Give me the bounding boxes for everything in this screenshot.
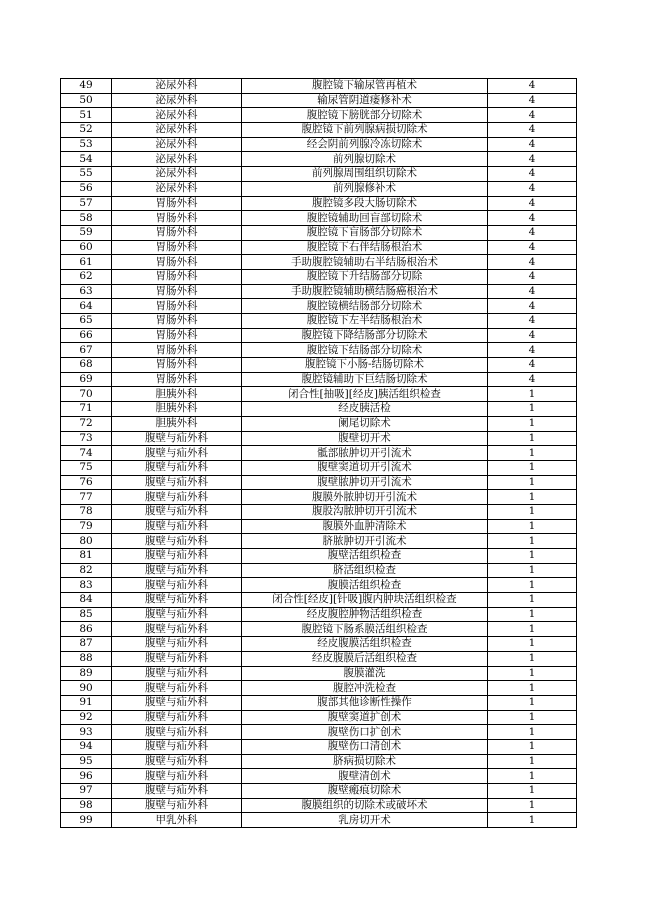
table-row (61, 490, 577, 505)
level-cell: 1 (488, 431, 577, 446)
level-cell: 4 (488, 93, 577, 108)
department-cell: 腹壁与疝外科 (112, 578, 242, 593)
table-row (61, 343, 577, 358)
row-number-cell: 70 (61, 387, 112, 402)
procedure-name-cell: 腹腔镜下盲肠部分切除术 (242, 225, 488, 240)
row-number-cell: 53 (61, 137, 112, 152)
procedure-name-cell: 腹膜组织的切除术或破坏术 (242, 798, 488, 813)
level-cell: 4 (488, 343, 577, 358)
level-cell: 4 (488, 108, 577, 123)
department-cell: 甲乳外科 (112, 813, 242, 828)
table-row (61, 607, 577, 622)
row-number-cell: 60 (61, 240, 112, 255)
row-number-cell: 77 (61, 490, 112, 505)
level-cell: 4 (488, 137, 577, 152)
level-cell: 4 (488, 211, 577, 226)
level-cell: 1 (488, 695, 577, 710)
row-number-cell: 58 (61, 211, 112, 226)
row-number-cell: 79 (61, 519, 112, 534)
level-cell: 4 (488, 79, 577, 94)
row-number-cell: 50 (61, 93, 112, 108)
department-cell: 腹壁与疝外科 (112, 798, 242, 813)
procedure-name-cell: 腹壁窦道扩创术 (242, 710, 488, 725)
row-number-cell: 81 (61, 549, 112, 564)
department-cell: 腹壁与疝外科 (112, 607, 242, 622)
department-cell: 胃肠外科 (112, 196, 242, 211)
row-number-cell: 84 (61, 593, 112, 608)
table-row (61, 269, 577, 284)
table-row (61, 563, 577, 578)
procedure-name-cell: 脐活组织检查 (242, 563, 488, 578)
row-number-cell: 88 (61, 651, 112, 666)
procedure-name-cell: 腹腔镜多段大肠切除术 (242, 196, 488, 211)
table-row (61, 637, 577, 652)
table-row (61, 695, 577, 710)
row-number-cell: 65 (61, 314, 112, 329)
level-cell: 1 (488, 666, 577, 681)
procedure-name-cell: 腹膜外脓肿切开引流术 (242, 490, 488, 505)
row-number-cell: 67 (61, 343, 112, 358)
level-cell: 1 (488, 754, 577, 769)
procedure-name-cell: 经皮腹腔肿物活组织检查 (242, 607, 488, 622)
table-row (61, 813, 577, 828)
level-cell: 1 (488, 416, 577, 431)
table-row (61, 504, 577, 519)
row-number-cell: 59 (61, 225, 112, 240)
department-cell: 泌尿外科 (112, 137, 242, 152)
department-cell: 腹壁与疝外科 (112, 725, 242, 740)
level-cell: 1 (488, 519, 577, 534)
table-body (61, 79, 577, 828)
table-row (61, 181, 577, 196)
level-cell: 4 (488, 123, 577, 138)
department-cell: 腹壁与疝外科 (112, 666, 242, 681)
procedure-name-cell: 前列腺修补术 (242, 181, 488, 196)
department-cell: 泌尿外科 (112, 123, 242, 138)
table-row (61, 402, 577, 417)
table-row (61, 593, 577, 608)
level-cell: 1 (488, 460, 577, 475)
procedure-name-cell: 腹壁脓肿切开引流术 (242, 475, 488, 490)
level-cell: 1 (488, 563, 577, 578)
row-number-cell: 86 (61, 622, 112, 637)
department-cell: 腹壁与疝外科 (112, 534, 242, 549)
procedure-name-cell: 腹腔镜辅助回盲部切除术 (242, 211, 488, 226)
level-cell: 4 (488, 299, 577, 314)
level-cell: 4 (488, 152, 577, 167)
row-number-cell: 78 (61, 504, 112, 519)
procedure-name-cell: 腹腔镜下肠系膜活组织检查 (242, 622, 488, 637)
table-row (61, 79, 577, 94)
level-cell: 1 (488, 578, 577, 593)
procedure-name-cell: 腹膜活组织检查 (242, 578, 488, 593)
department-cell: 胃肠外科 (112, 240, 242, 255)
table-row (61, 769, 577, 784)
table-row (61, 299, 577, 314)
procedure-name-cell: 前列腺切除术 (242, 152, 488, 167)
department-cell: 胆胰外科 (112, 416, 242, 431)
level-cell: 1 (488, 710, 577, 725)
level-cell: 4 (488, 328, 577, 343)
table-row (61, 651, 577, 666)
level-cell: 4 (488, 167, 577, 182)
row-number-cell: 73 (61, 431, 112, 446)
row-number-cell: 76 (61, 475, 112, 490)
department-cell: 泌尿外科 (112, 108, 242, 123)
procedure-name-cell: 腹腔镜横结肠部分切除术 (242, 299, 488, 314)
procedure-name-cell: 闭合性[抽吸][经皮]胰活组织检查 (242, 387, 488, 402)
procedure-name-cell: 腹腔镜下膀胱部分切除术 (242, 108, 488, 123)
table-row (61, 372, 577, 387)
department-cell: 腹壁与疝外科 (112, 490, 242, 505)
level-cell: 4 (488, 181, 577, 196)
level-cell: 1 (488, 784, 577, 799)
department-cell: 胃肠外科 (112, 211, 242, 226)
department-cell: 腹壁与疝外科 (112, 784, 242, 799)
procedure-name-cell: 腹股沟脓肿切开引流术 (242, 504, 488, 519)
table-row (61, 784, 577, 799)
row-number-cell: 57 (61, 196, 112, 211)
table-row (61, 137, 577, 152)
table-row (61, 446, 577, 461)
row-number-cell: 54 (61, 152, 112, 167)
procedure-name-cell: 腹壁活组织检查 (242, 549, 488, 564)
table-row (61, 798, 577, 813)
procedure-table (60, 78, 577, 828)
level-cell: 1 (488, 681, 577, 696)
department-cell: 腹壁与疝外科 (112, 460, 242, 475)
row-number-cell: 71 (61, 402, 112, 417)
table-row (61, 622, 577, 637)
row-number-cell: 98 (61, 798, 112, 813)
department-cell: 胃肠外科 (112, 372, 242, 387)
procedure-name-cell: 腹腔镜下小肠-结肠切除术 (242, 358, 488, 373)
department-cell: 腹壁与疝外科 (112, 519, 242, 534)
row-number-cell: 72 (61, 416, 112, 431)
procedure-name-cell: 腹腔镜辅助下巨结肠切除术 (242, 372, 488, 387)
department-cell: 腹壁与疝外科 (112, 504, 242, 519)
level-cell: 1 (488, 637, 577, 652)
table-row (61, 387, 577, 402)
department-cell: 腹壁与疝外科 (112, 739, 242, 754)
row-number-cell: 82 (61, 563, 112, 578)
table-row (61, 358, 577, 373)
procedure-name-cell: 阑尾切除术 (242, 416, 488, 431)
level-cell: 4 (488, 269, 577, 284)
procedure-name-cell: 腹腔镜下降结肠部分切除术 (242, 328, 488, 343)
level-cell: 4 (488, 314, 577, 329)
procedure-name-cell: 腹腔冲洗检查 (242, 681, 488, 696)
procedure-name-cell: 腹壁窦道切开引流术 (242, 460, 488, 475)
procedure-name-cell: 经会阴前列腺冷冻切除术 (242, 137, 488, 152)
procedure-name-cell: 腹膜外血肿清除术 (242, 519, 488, 534)
procedure-name-cell: 腹壁伤口扩创术 (242, 725, 488, 740)
level-cell: 1 (488, 475, 577, 490)
procedure-name-cell: 腹部其他诊断性操作 (242, 695, 488, 710)
row-number-cell: 51 (61, 108, 112, 123)
department-cell: 胃肠外科 (112, 299, 242, 314)
table-row (61, 519, 577, 534)
table-row (61, 739, 577, 754)
level-cell: 1 (488, 387, 577, 402)
table-row (61, 710, 577, 725)
department-cell: 腹壁与疝外科 (112, 695, 242, 710)
table-row (61, 431, 577, 446)
level-cell: 1 (488, 534, 577, 549)
level-cell: 1 (488, 549, 577, 564)
table-row (61, 681, 577, 696)
procedure-name-cell: 手助腹腔镜辅助横结肠癌根治术 (242, 284, 488, 299)
table-row (61, 725, 577, 740)
department-cell: 腹壁与疝外科 (112, 563, 242, 578)
table-row (61, 152, 577, 167)
department-cell: 胃肠外科 (112, 225, 242, 240)
department-cell: 腹壁与疝外科 (112, 637, 242, 652)
table-row (61, 93, 577, 108)
table-row (61, 240, 577, 255)
row-number-cell: 91 (61, 695, 112, 710)
procedure-name-cell: 腹壁切开术 (242, 431, 488, 446)
department-cell: 泌尿外科 (112, 152, 242, 167)
procedure-name-cell: 腹腔镜下升结肠部分切除 (242, 269, 488, 284)
level-cell: 1 (488, 725, 577, 740)
department-cell: 胃肠外科 (112, 314, 242, 329)
level-cell: 4 (488, 372, 577, 387)
table-row (61, 255, 577, 270)
row-number-cell: 95 (61, 754, 112, 769)
level-cell: 4 (488, 225, 577, 240)
level-cell: 1 (488, 622, 577, 637)
row-number-cell: 90 (61, 681, 112, 696)
table-row (61, 754, 577, 769)
department-cell: 腹壁与疝外科 (112, 769, 242, 784)
row-number-cell: 94 (61, 739, 112, 754)
department-cell: 腹壁与疝外科 (112, 622, 242, 637)
table-row (61, 167, 577, 182)
procedure-name-cell: 前列腺周围组织切除术 (242, 167, 488, 182)
department-cell: 胃肠外科 (112, 269, 242, 284)
row-number-cell: 75 (61, 460, 112, 475)
department-cell: 腹壁与疝外科 (112, 651, 242, 666)
department-cell: 腹壁与疝外科 (112, 681, 242, 696)
procedure-name-cell: 手助腹腔镜辅助右半结肠根治术 (242, 255, 488, 270)
level-cell: 1 (488, 593, 577, 608)
department-cell: 胆胰外科 (112, 402, 242, 417)
row-number-cell: 52 (61, 123, 112, 138)
department-cell: 腹壁与疝外科 (112, 710, 242, 725)
row-number-cell: 49 (61, 79, 112, 94)
row-number-cell: 68 (61, 358, 112, 373)
department-cell: 腹壁与疝外科 (112, 446, 242, 461)
table-row (61, 196, 577, 211)
table-row (61, 578, 577, 593)
table-row (61, 666, 577, 681)
row-number-cell: 96 (61, 769, 112, 784)
department-cell: 泌尿外科 (112, 181, 242, 196)
level-cell: 1 (488, 607, 577, 622)
department-cell: 腹壁与疝外科 (112, 593, 242, 608)
procedure-name-cell: 脐病损切除术 (242, 754, 488, 769)
procedure-name-cell: 腹膜灌洗 (242, 666, 488, 681)
department-cell: 腹壁与疝外科 (112, 431, 242, 446)
row-number-cell: 74 (61, 446, 112, 461)
procedure-name-cell: 腹壁瘢痕切除术 (242, 784, 488, 799)
procedure-name-cell: 乳房切开术 (242, 813, 488, 828)
department-cell: 胃肠外科 (112, 358, 242, 373)
level-cell: 4 (488, 284, 577, 299)
level-cell: 1 (488, 490, 577, 505)
row-number-cell: 66 (61, 328, 112, 343)
procedure-name-cell: 经皮胰活检 (242, 402, 488, 417)
procedure-name-cell: 腹壁清创术 (242, 769, 488, 784)
level-cell: 4 (488, 196, 577, 211)
level-cell: 1 (488, 769, 577, 784)
table-row (61, 108, 577, 123)
row-number-cell: 97 (61, 784, 112, 799)
row-number-cell: 62 (61, 269, 112, 284)
department-cell: 胆胰外科 (112, 387, 242, 402)
procedure-name-cell: 脐脓肿切开引流术 (242, 534, 488, 549)
department-cell: 泌尿外科 (112, 167, 242, 182)
row-number-cell: 56 (61, 181, 112, 196)
table-row (61, 549, 577, 564)
table-row (61, 225, 577, 240)
table-row (61, 211, 577, 226)
level-cell: 1 (488, 651, 577, 666)
procedure-name-cell: 经皮腹膜活组织检查 (242, 637, 488, 652)
department-cell: 胃肠外科 (112, 284, 242, 299)
row-number-cell: 80 (61, 534, 112, 549)
table-row (61, 123, 577, 138)
row-number-cell: 92 (61, 710, 112, 725)
level-cell: 1 (488, 446, 577, 461)
level-cell: 1 (488, 402, 577, 417)
procedure-name-cell: 经皮腹膜后活组织检查 (242, 651, 488, 666)
row-number-cell: 87 (61, 637, 112, 652)
row-number-cell: 55 (61, 167, 112, 182)
row-number-cell: 99 (61, 813, 112, 828)
table-row (61, 284, 577, 299)
procedure-name-cell: 腹壁伤口清创术 (242, 739, 488, 754)
procedure-name-cell: 输尿管阴道瘘修补术 (242, 93, 488, 108)
procedure-name-cell: 腹腔镜下输尿管再植术 (242, 79, 488, 94)
table-row (61, 328, 577, 343)
table-row (61, 460, 577, 475)
row-number-cell: 63 (61, 284, 112, 299)
procedure-name-cell: 腹腔镜下前列腺病损切除术 (242, 123, 488, 138)
procedure-name-cell: 骶部脓肿切开引流术 (242, 446, 488, 461)
department-cell: 腹壁与疝外科 (112, 754, 242, 769)
department-cell: 腹壁与疝外科 (112, 549, 242, 564)
department-cell: 胃肠外科 (112, 343, 242, 358)
row-number-cell: 89 (61, 666, 112, 681)
department-cell: 泌尿外科 (112, 79, 242, 94)
level-cell: 1 (488, 813, 577, 828)
row-number-cell: 69 (61, 372, 112, 387)
level-cell: 1 (488, 504, 577, 519)
row-number-cell: 64 (61, 299, 112, 314)
table-row (61, 314, 577, 329)
procedure-name-cell: 闭合性[经皮][针吸]腹内肿块活组织检查 (242, 593, 488, 608)
level-cell: 4 (488, 358, 577, 373)
procedure-name-cell: 腹腔镜下结肠部分切除术 (242, 343, 488, 358)
row-number-cell: 61 (61, 255, 112, 270)
level-cell: 1 (488, 798, 577, 813)
department-cell: 腹壁与疝外科 (112, 475, 242, 490)
procedure-name-cell: 腹腔镜下左半结肠根治术 (242, 314, 488, 329)
table-row (61, 416, 577, 431)
row-number-cell: 93 (61, 725, 112, 740)
level-cell: 4 (488, 255, 577, 270)
table-row (61, 534, 577, 549)
level-cell: 4 (488, 240, 577, 255)
row-number-cell: 83 (61, 578, 112, 593)
table-row (61, 475, 577, 490)
department-cell: 泌尿外科 (112, 93, 242, 108)
department-cell: 胃肠外科 (112, 328, 242, 343)
procedure-name-cell: 腹腔镜下右伴结肠根治术 (242, 240, 488, 255)
level-cell: 1 (488, 739, 577, 754)
department-cell: 胃肠外科 (112, 255, 242, 270)
row-number-cell: 85 (61, 607, 112, 622)
